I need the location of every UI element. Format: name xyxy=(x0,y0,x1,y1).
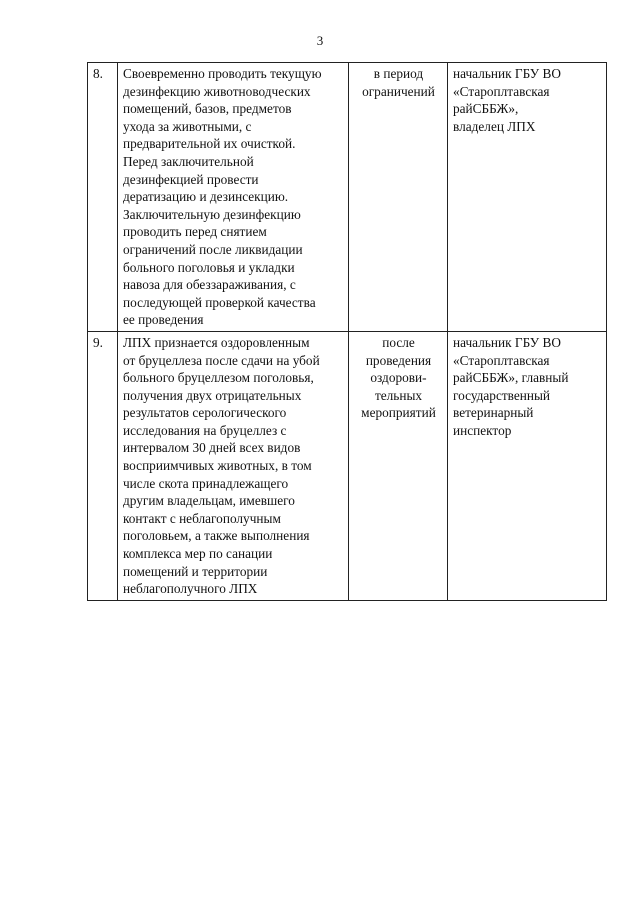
action-line: контакт с неблагополучным xyxy=(123,510,281,526)
responsible-line: владелец ЛПХ xyxy=(453,118,536,134)
term-line: после xyxy=(382,334,415,350)
term-line: тельных xyxy=(374,387,423,403)
action-line: дератизацию и дезинсекцию. xyxy=(123,189,289,205)
term-line: мероприятий xyxy=(361,405,436,421)
action-line: помещений и территории xyxy=(123,563,268,579)
action-line: восприимчивых животных, в том xyxy=(123,458,312,474)
action-line: помещений, базов, предметов xyxy=(123,101,292,117)
term-line: в период xyxy=(373,66,424,81)
responsible-line: «Староплтавская xyxy=(453,83,550,99)
responsible-cell xyxy=(448,63,607,332)
action-line: ограничений после ликвидации xyxy=(123,241,303,257)
action-cell xyxy=(118,331,349,600)
action-line: Своевременно проводить текущую xyxy=(123,66,322,81)
action-line: комплекса мер по санации xyxy=(123,546,273,562)
responsible-line: инспектор xyxy=(453,422,512,438)
page-number: 3 xyxy=(316,33,324,48)
action-line: другим владельцам, имевшего xyxy=(123,493,295,509)
action-line: навоза для обеззараживания, с xyxy=(123,277,296,293)
action-line: последующей проверкой качества xyxy=(123,294,316,310)
action-line: числе скота принадлежащего xyxy=(123,475,289,491)
responsible-line: «Староплтавская xyxy=(453,352,550,368)
action-line: интервалом 30 дней всех видов xyxy=(123,440,301,456)
responsible-line: начальник ГБУ ВО xyxy=(453,334,561,350)
responsible-line: райСББЖ», xyxy=(453,101,519,117)
responsible-line: государственный xyxy=(453,387,551,403)
term-cell xyxy=(349,63,448,332)
term-line: оздорови- xyxy=(370,370,427,386)
action-cell xyxy=(118,63,349,332)
term-line: проведения xyxy=(365,352,432,368)
action-line: ЛПХ признается оздоровленным xyxy=(123,334,310,350)
action-line: от бруцеллеза после сдачи на убой xyxy=(123,352,320,368)
row-number-cell: 9. xyxy=(88,331,118,600)
row-number-cell: 8. xyxy=(88,63,118,332)
action-line: проводить перед снятием xyxy=(123,224,267,240)
action-line: больного бруцеллезом поголовья, xyxy=(123,370,314,386)
action-line: больного поголовья и укладки xyxy=(123,259,295,275)
action-line: получения двух отрицательных xyxy=(123,387,302,403)
action-line: Перед заключительной xyxy=(123,153,254,169)
table-row xyxy=(88,331,607,600)
action-line: дезинфекцией провести xyxy=(123,171,259,187)
responsible-cell xyxy=(448,331,607,600)
action-line: предварительной их очисткой. xyxy=(123,136,296,152)
action-line: исследования на бруцеллез с xyxy=(123,422,287,438)
term-cell xyxy=(349,331,448,600)
action-line: дезинфекцию животноводческих xyxy=(123,83,311,99)
action-line: поголовьем, а также выполнения xyxy=(123,528,310,544)
term-line: ограничений xyxy=(362,83,435,99)
responsible-line: райСББЖ», главный xyxy=(453,370,569,386)
action-line: Заключительную дезинфекцию xyxy=(123,206,301,222)
action-line: результатов серологического xyxy=(123,405,287,421)
action-line: ухода за животными, с xyxy=(123,118,252,134)
action-line: неблагополучного ЛПХ xyxy=(123,581,258,597)
responsible-line: начальник ГБУ ВО xyxy=(453,66,561,81)
measures-table xyxy=(87,62,607,601)
responsible-line: ветеринарный xyxy=(453,405,534,421)
table-row xyxy=(88,63,607,332)
action-line: ее проведения xyxy=(123,312,204,328)
